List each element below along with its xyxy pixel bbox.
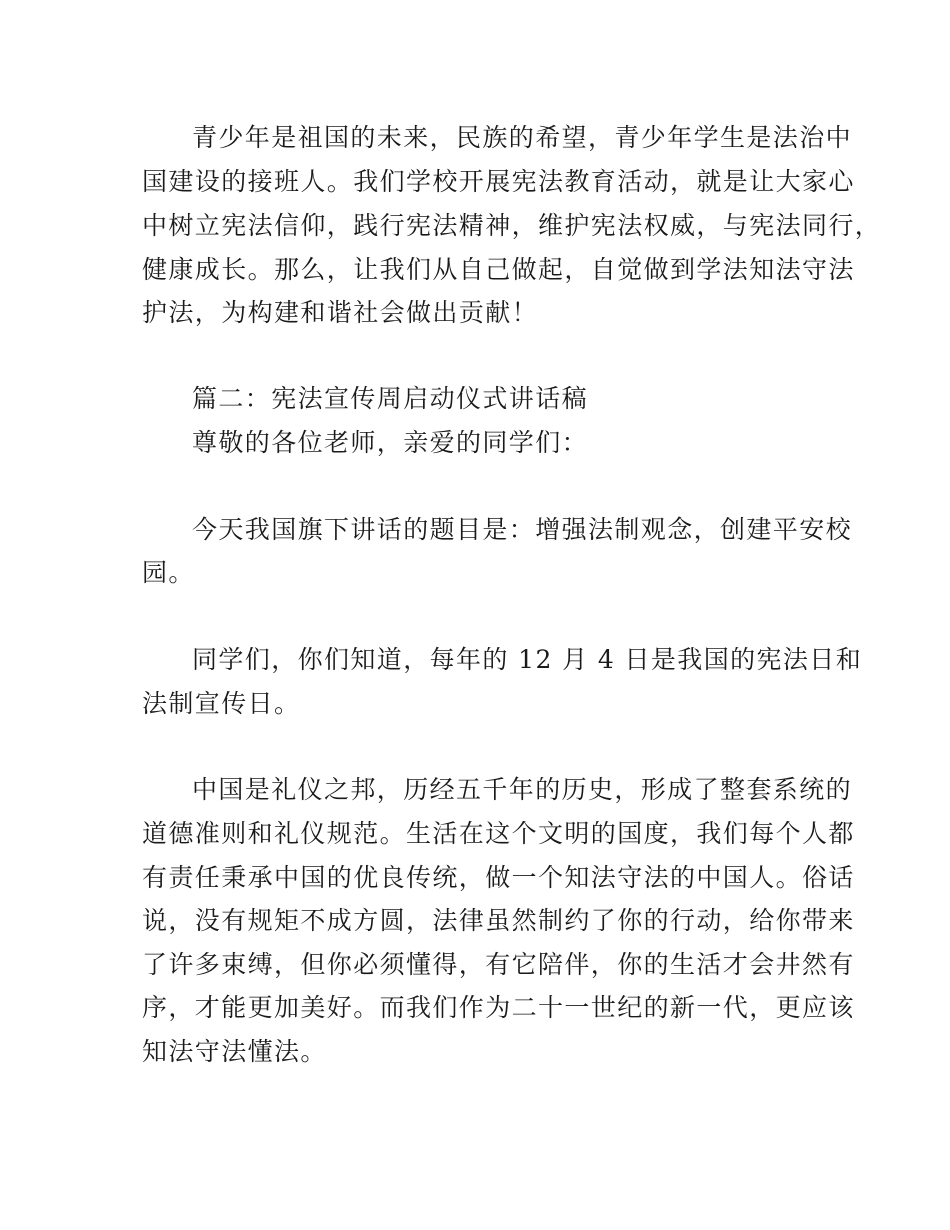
paragraph-4-line-2: 道德准则和礼仪规范。生活在这个文明的国度，我们每个人都 xyxy=(142,819,855,848)
paragraph-1-line-5: 护法，为构建和谐社会做出贡献！ xyxy=(142,298,539,327)
paragraph-4-line-6: 序，才能更加美好。而我们作为二十一世纪的新一代，更应该 xyxy=(142,993,855,1022)
paragraph-4-line-1: 中国是礼仪之邦，历经五千年的历史，形成了整套系统的 xyxy=(192,775,853,804)
paragraph-4-line-3: 有责任秉承中国的优良传统，做一个知法守法的中国人。俗话 xyxy=(142,863,855,892)
paragraph-4-line-5: 了许多束缚，但你必须懂得，有它陪伴，你的生活才会井然有 xyxy=(142,950,855,979)
paragraph-4-line-4: 说，没有规矩不成方圆，法律虽然制约了你的行动，给你带来 xyxy=(142,906,855,935)
paragraph-1-line-2: 国建设的接班人。我们学校开展宪法教育活动，就是让大家心 xyxy=(142,167,855,196)
paragraph-1-line-3: 中树立宪法信仰，践行宪法精神，维护宪法权威，与宪法同行， xyxy=(142,211,882,240)
paragraph-1-line-4: 健康成长。那么，让我们从自己做起，自觉做到学法知法守法 xyxy=(142,255,855,284)
paragraph-2-line-2: 园。 xyxy=(142,558,195,587)
paragraph-3-line-2: 法制宣传日。 xyxy=(142,689,301,718)
paragraph-4-line-7: 知法守法懂法。 xyxy=(142,1037,327,1066)
paragraph-2-line-1: 今天我国旗下讲话的题目是：增强法制观念，创建平安校 xyxy=(192,515,853,544)
greeting: 尊敬的各位老师，亲爱的同学们： xyxy=(192,428,589,457)
paragraph-1-line-1: 青少年是祖国的未来，民族的希望，青少年学生是法治中 xyxy=(192,123,853,152)
section-title: 篇二：宪法宣传周启动仪式讲话稿 xyxy=(192,384,589,413)
paragraph-3-line-1: 同学们，你们知道，每年的 12 月 4 日是我国的宪法日和 xyxy=(192,645,863,674)
